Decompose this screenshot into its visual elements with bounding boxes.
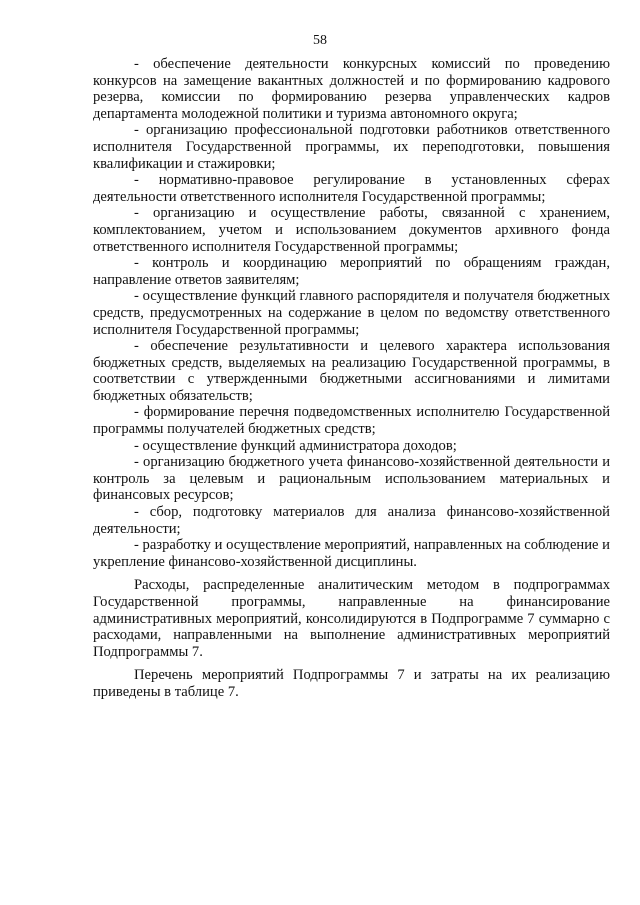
- list-item: - обеспечение результативности и целевого характера использования бюджетных средств, выделяемых на реализацию Государственной программы, в соответствии с утвержденными бюджетными ассигнованиями и лимитами бюджетных обязательств;: [93, 338, 610, 404]
- paragraph-expenses: Расходы, распределенные аналитическим методом в подпрограммах Государственной программы, направленные на финансирование административных мероприятий, консолидируются в Подпрограмме 7 суммарно с расходами, направленными на выполнение административных мероприятий Подпрограммы 7.: [93, 577, 610, 660]
- page-number: 58: [313, 33, 327, 48]
- list-item: - формирование перечня подведомственных исполнителю Государственной программы получателей бюджетных средств;: [93, 404, 610, 438]
- list-item: - нормативно-правовое регулирование в установленных сферах деятельности ответственного исполнителя Государственной программы;: [93, 172, 610, 205]
- list-item: - контроль и координацию мероприятий по обращениям граждан, направление ответов заявителям;: [93, 255, 610, 288]
- list-item: - осуществление функций администратора доходов;: [134, 437, 457, 454]
- list-item: - организацию профессиональной подготовки работников ответственного исполнителя Государственной программы, их переподготовки, повышения квалификации и стажировки;: [93, 122, 610, 172]
- list-item: - обеспечение деятельности конкурсных комиссий по проведению конкурсов на замещение вакантных должностей и по формированию кадрового резерва, комиссии по формированию резерва управленческих кадров департамента молодежной политики и туризма автономного округа;: [93, 56, 610, 122]
- list-item: - разработку и осуществление мероприятий, направленных на соблюдение и укрепление финансово-хозяйственной дисциплины.: [93, 537, 610, 570]
- list-item: - осуществление функций главного распорядителя и получателя бюджетных средств, предусмотренных на содержание в целом по ведомству ответственного исполнителя Государственной программы;: [93, 288, 610, 338]
- list-item: - сбор, подготовку материалов для анализа финансово-хозяйственной деятельности;: [93, 504, 610, 537]
- list-item: - организацию и осуществление работы, связанной с хранением, комплектованием, учетом и использованием документов архивного фонда ответственного исполнителя Государственной программы;: [93, 205, 610, 255]
- paragraph-table-reference: Перечень мероприятий Подпрограммы 7 и затраты на их реализацию приведены в таблице 7.: [93, 667, 610, 700]
- list-item: - организацию бюджетного учета финансово-хозяйственной деятельности и контроль за целевым и рациональным использованием материальных и финансовых ресурсов;: [93, 454, 610, 504]
- document-body: [93, 56, 610, 701]
